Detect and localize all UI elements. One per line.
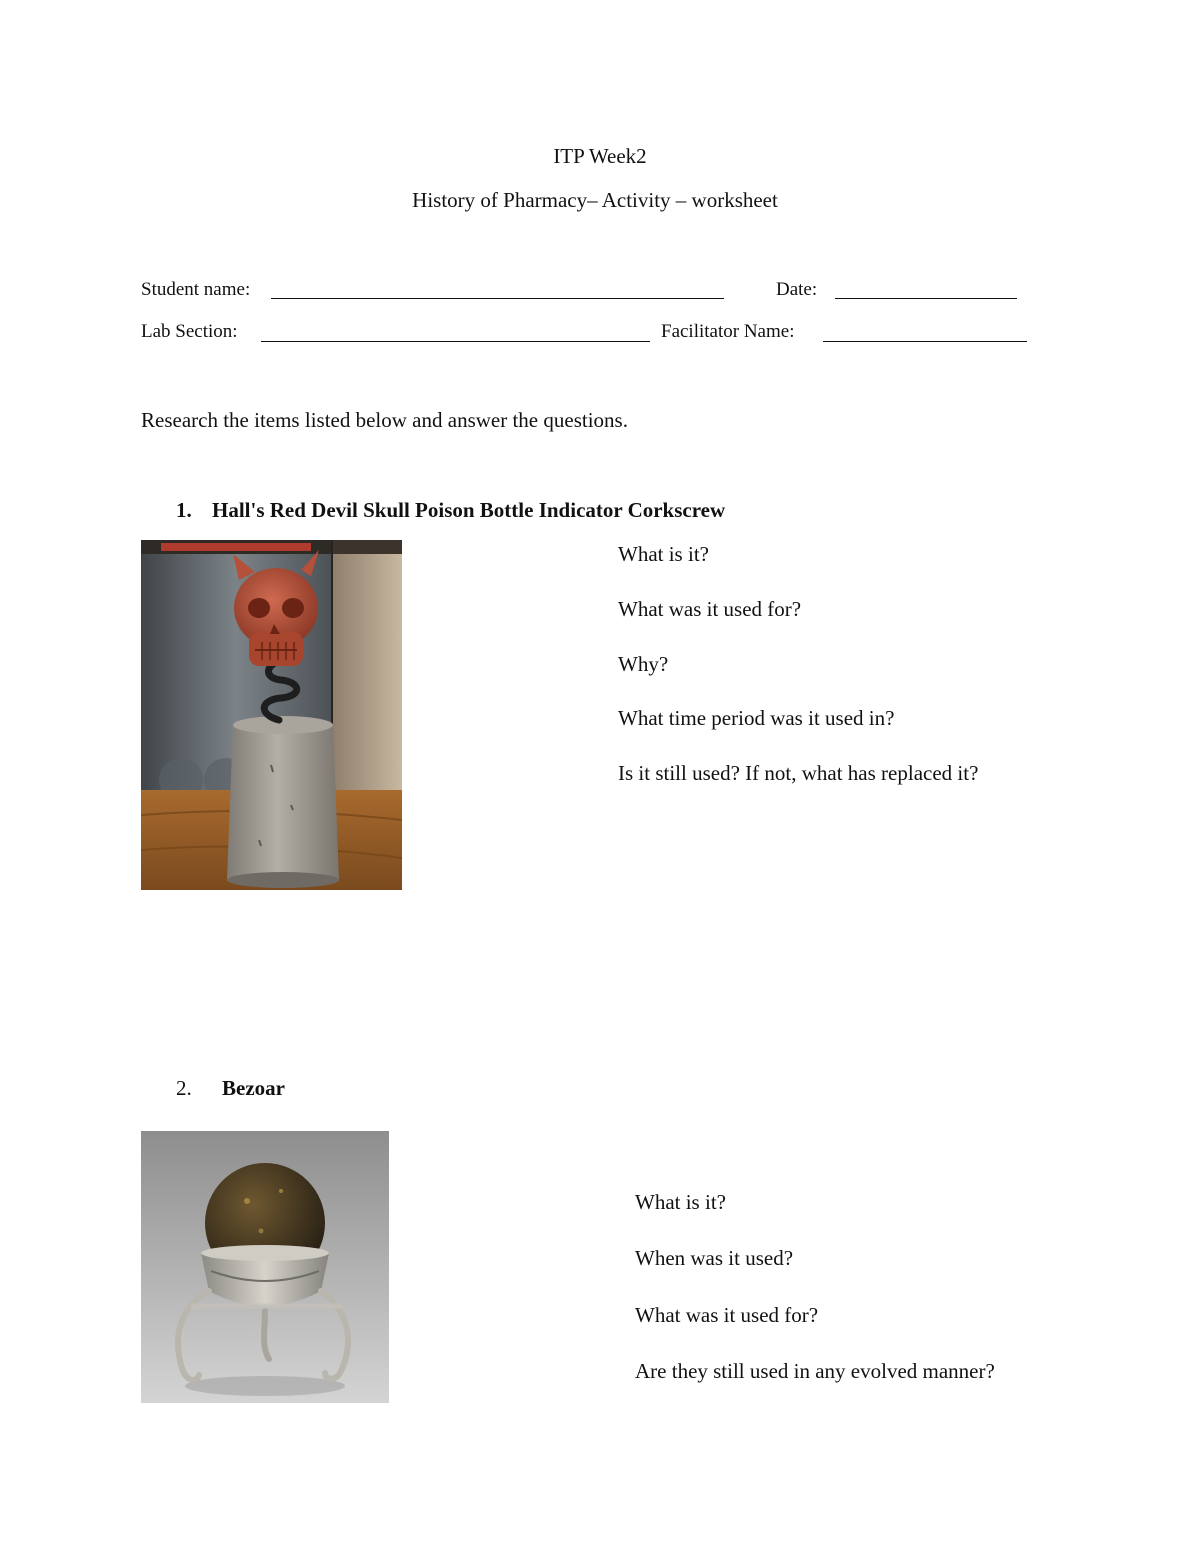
item-1-question-1: What is it? xyxy=(618,542,709,566)
item-2-question-4: Are they still used in any evolved manner? xyxy=(635,1359,995,1383)
item-2-question-3: What was it used for? xyxy=(635,1303,819,1327)
item-2-number: 2. xyxy=(176,1076,192,1100)
item-1-question-3: Why? xyxy=(618,652,669,676)
student-name-label: Student name: xyxy=(141,279,251,300)
document-subtitle: History of Pharmacy– Activity – worksheet xyxy=(412,188,778,212)
item-2-question-1: What is it? xyxy=(635,1190,726,1214)
item-1-title: Hall's Red Devil Skull Poison Bottle Indicator Corkscrew xyxy=(212,498,726,522)
skull-corkscrew-photo xyxy=(141,540,402,890)
item-1-question-4: What time period was it used in? xyxy=(618,706,895,730)
item-1-question-5: Is it still used? If not, what has replaced it? xyxy=(618,761,979,785)
item-1-number: 1. xyxy=(176,498,192,522)
facilitator-name-label: Facilitator Name: xyxy=(661,321,795,342)
lab-section-label: Lab Section: xyxy=(141,321,238,342)
instructions-text: Research the items listed below and answer the questions. xyxy=(141,408,628,432)
facilitator-name-line[interactable] xyxy=(823,341,1027,342)
bezoar-photo xyxy=(141,1131,389,1403)
date-line[interactable] xyxy=(835,298,1017,299)
student-name-line[interactable] xyxy=(271,298,724,299)
item-2-question-2: When was it used? xyxy=(635,1246,794,1270)
item-1-question-2: What was it used for? xyxy=(618,597,802,621)
item-2-title: Bezoar xyxy=(222,1076,285,1100)
date-label: Date: xyxy=(776,279,818,300)
lab-section-line[interactable] xyxy=(261,341,650,342)
document-title: ITP Week2 xyxy=(553,144,647,168)
